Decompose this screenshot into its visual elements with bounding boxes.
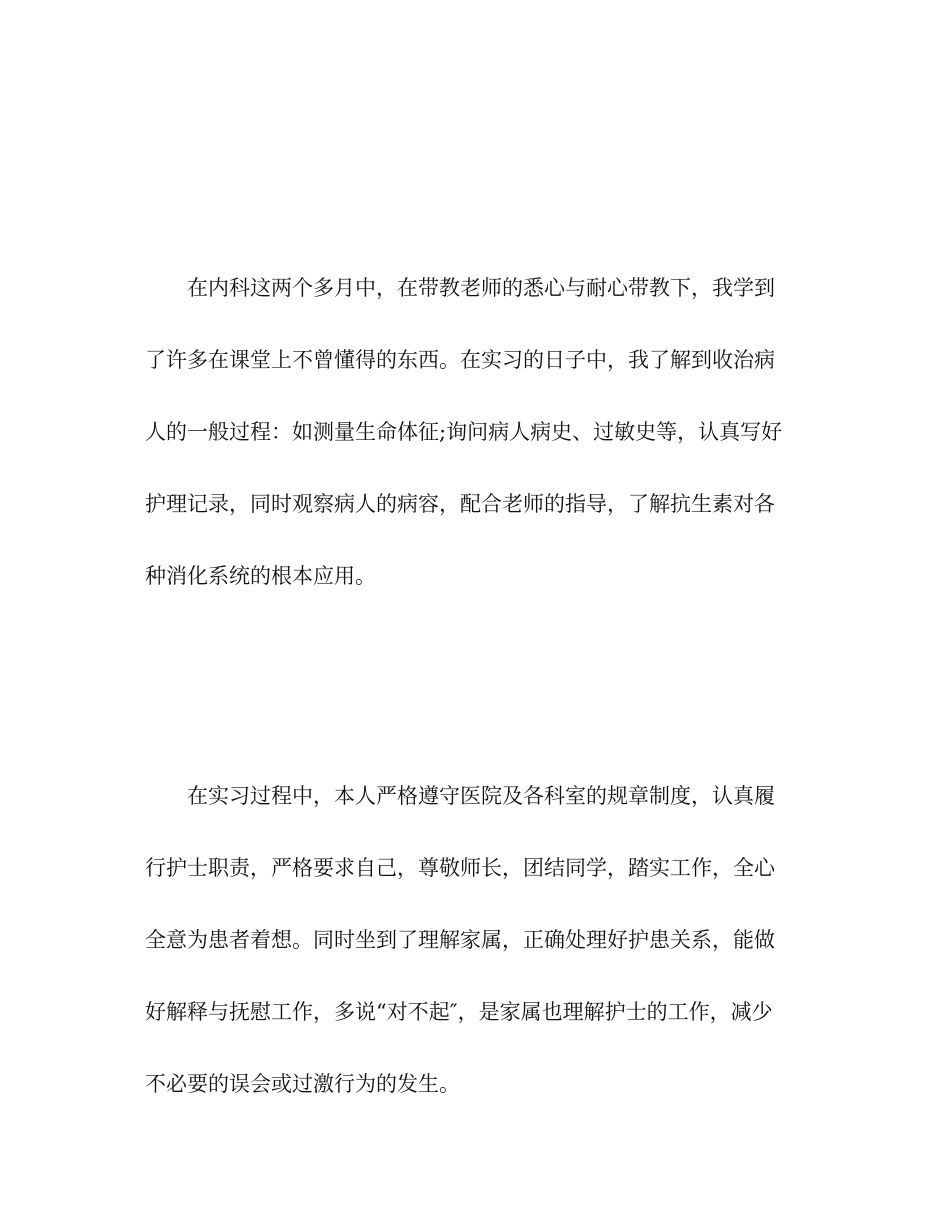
- text-line: 了许多在课堂上不曾懂得的东西。在实习的日子中，我了解到收治病: [145, 348, 775, 372]
- text-line: 好解释与抚慰工作，多说“对不起″，是家属也理解护士的工作，减少: [145, 1000, 773, 1024]
- text-line: 种消化系统的根本应用。: [145, 564, 376, 588]
- text-line: 全意为患者着想。同时坐到了理解家属，正确处理好护患关系，能做: [145, 928, 775, 952]
- text-line: 行护士职责，严格要求自己，尊敬师长，团结同学，踏实工作，全心: [145, 856, 775, 880]
- text-line: 在实习过程中，本人严格遵守医院及各科室的规章制度，认真履: [187, 784, 775, 808]
- text-line: 不必要的误会或过激行为的发生。: [145, 1072, 460, 1096]
- text-line: 护理记录，同时观察病人的病容，配合老师的指导，了解抗生素对各: [145, 492, 775, 516]
- text-line: 在内科这两个多月中，在带教老师的悉心与耐心带教下，我学到: [187, 276, 775, 300]
- text-line: 人的一般过程：如测量生命体征;询问病人病史、过敏史等，认真写好: [145, 420, 783, 444]
